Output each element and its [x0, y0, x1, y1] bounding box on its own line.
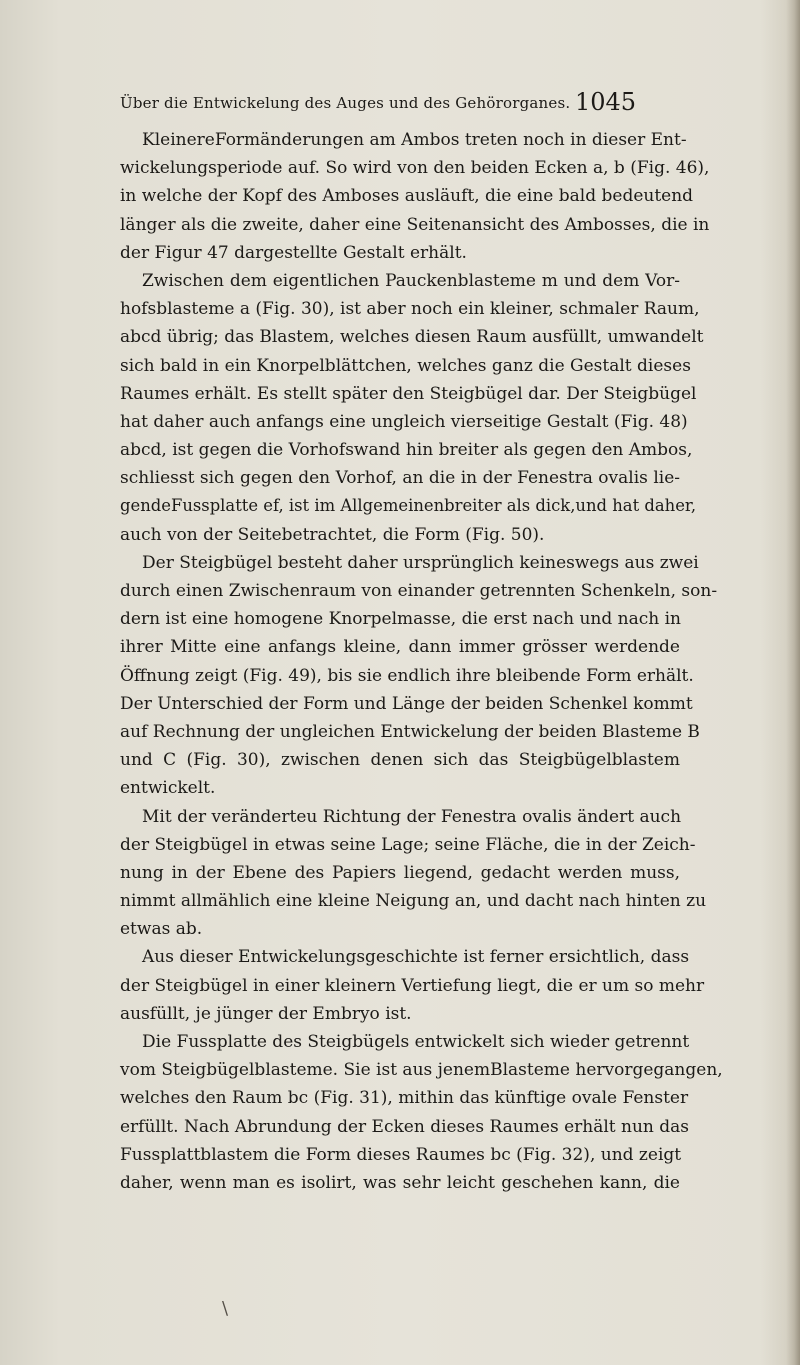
text-line: erfüllt. Nach Abrundung der Ecken dieses Raumes erhält nun das: [120, 1116, 690, 1137]
text-line: daher, wenn man es isolirt, was sehr leicht geschehen kann, die: [120, 1172, 680, 1193]
text-line: welches den Raum bc (Fig. 31), mithin das künftige ovale Fenster: [120, 1088, 689, 1109]
text-line: etwas ab.: [120, 919, 203, 940]
text-line: dern ist eine homogene Knorpelmasse, die erst nach und nach in: [120, 609, 681, 630]
text-line: entwickelt.: [120, 778, 216, 799]
text-line: der Steigbügel in etwas seine Lage; seine Fläche, die in der Zeich-: [120, 834, 696, 855]
page-edge-shadow: [786, 0, 800, 1365]
text-line: Raumes erhält. Es stellt später den Steigbügel dar. Der Steigbügel: [120, 383, 697, 404]
text-line: hat daher auch anfangs eine ungleich vierseitige Gestalt (Fig. 48): [120, 411, 688, 432]
text-line: schliesst sich gegen den Vorhof, an die in der Fenestra ovalis lie-: [120, 468, 680, 489]
page-header: [120, 88, 680, 118]
text-line: wickelungsperiode auf. So wird von den beiden Ecken a, b (Fig. 46),: [120, 158, 710, 179]
text-line: nimmt allmählich eine kleine Neigung an, und dacht nach hinten zu: [120, 891, 707, 912]
text-line: Der Steigbügel besteht daher ursprünglich keineswegs aus zwei: [142, 552, 699, 573]
text-line: sich bald in ein Knorpelblättchen, welches ganz die Gestalt dieses: [120, 355, 691, 376]
text-line: durch einen Zwischenraum von einander getrennten Schenkeln, son-: [120, 581, 718, 601]
running-title: Über die Entwickelung des Auges und des Gehörorganes.: [120, 94, 571, 112]
text-line: nung in der Ebene des Papiers liegend, gedacht werden muss,: [120, 862, 680, 883]
text-line: hofsblasteme a (Fig. 30), ist aber noch ein kleiner, schmaler Raum,: [120, 299, 700, 320]
stray-mark: \: [222, 1298, 229, 1319]
text-line: auf Rechnung der ungleichen Entwickelung der beiden Blasteme B: [120, 721, 700, 742]
text-line: Aus dieser Entwickelungsgeschichte ist ferner ersichtlich, dass: [142, 947, 690, 968]
text-line: Die Fussplatte des Steigbügels entwickelt sich wieder getrennt: [142, 1032, 690, 1052]
text-line: in welche der Kopf des Amboses ausläuft, die eine bald bedeutend: [120, 186, 694, 207]
text-line: KleinereFormänderungen am Ambos treten noch in dieser Ent-: [142, 130, 687, 150]
text-line: abcd, ist gegen die Vorhofswand hin breiter als gegen den Ambos,: [120, 440, 693, 461]
text-line: und C (Fig. 30), zwischen denen sich das Steigbügelblastem: [120, 750, 680, 771]
text-line: abcd übrig; das Blastem, welches diesen Raum ausfüllt, umwandelt: [120, 327, 704, 348]
text-line: auch von der Seitebetrachtet, die Form (Fig. 50).: [120, 524, 545, 545]
body-text: [120, 126, 723, 1197]
text-line: Fussplattblastem die Form dieses Raumes bc (Fig. 32), und zeigt: [120, 1144, 682, 1165]
text-line: gendeFussplatte ef, ist im Allgemeinenbreiter als dick,und hat daher,: [120, 496, 697, 516]
text-line: vom Steigbügelblasteme. Sie ist aus jenemBlasteme hervorgegangen,: [120, 1060, 723, 1081]
text-line: Zwischen dem eigentlichen Pauckenblasteme m und dem Vor-: [142, 270, 680, 291]
text-line: länger als die zweite, daher eine Seitenansicht des Ambosses, die in: [120, 214, 710, 235]
text-line: ihrer Mitte eine anfangs kleine, dann immer grösser werdende: [120, 637, 680, 658]
page-number: 1045: [575, 88, 637, 116]
text-line: der Figur 47 dargestellte Gestalt erhält.: [120, 242, 467, 263]
text-line: Mit der veränderteu Richtung der Fenestra ovalis ändert auch: [142, 806, 682, 827]
text-line: Der Unterschied der Form und Länge der beiden Schenkel kommt: [120, 693, 693, 714]
text-line: Öffnung zeigt (Fig. 49), bis sie endlich ihre bleibende Form erhält.: [120, 665, 694, 686]
text-line: ausfüllt, je jünger der Embryo ist.: [120, 1003, 412, 1024]
text-line: der Steigbügel in einer kleinern Vertiefung liegt, die er um so mehr: [120, 975, 705, 996]
